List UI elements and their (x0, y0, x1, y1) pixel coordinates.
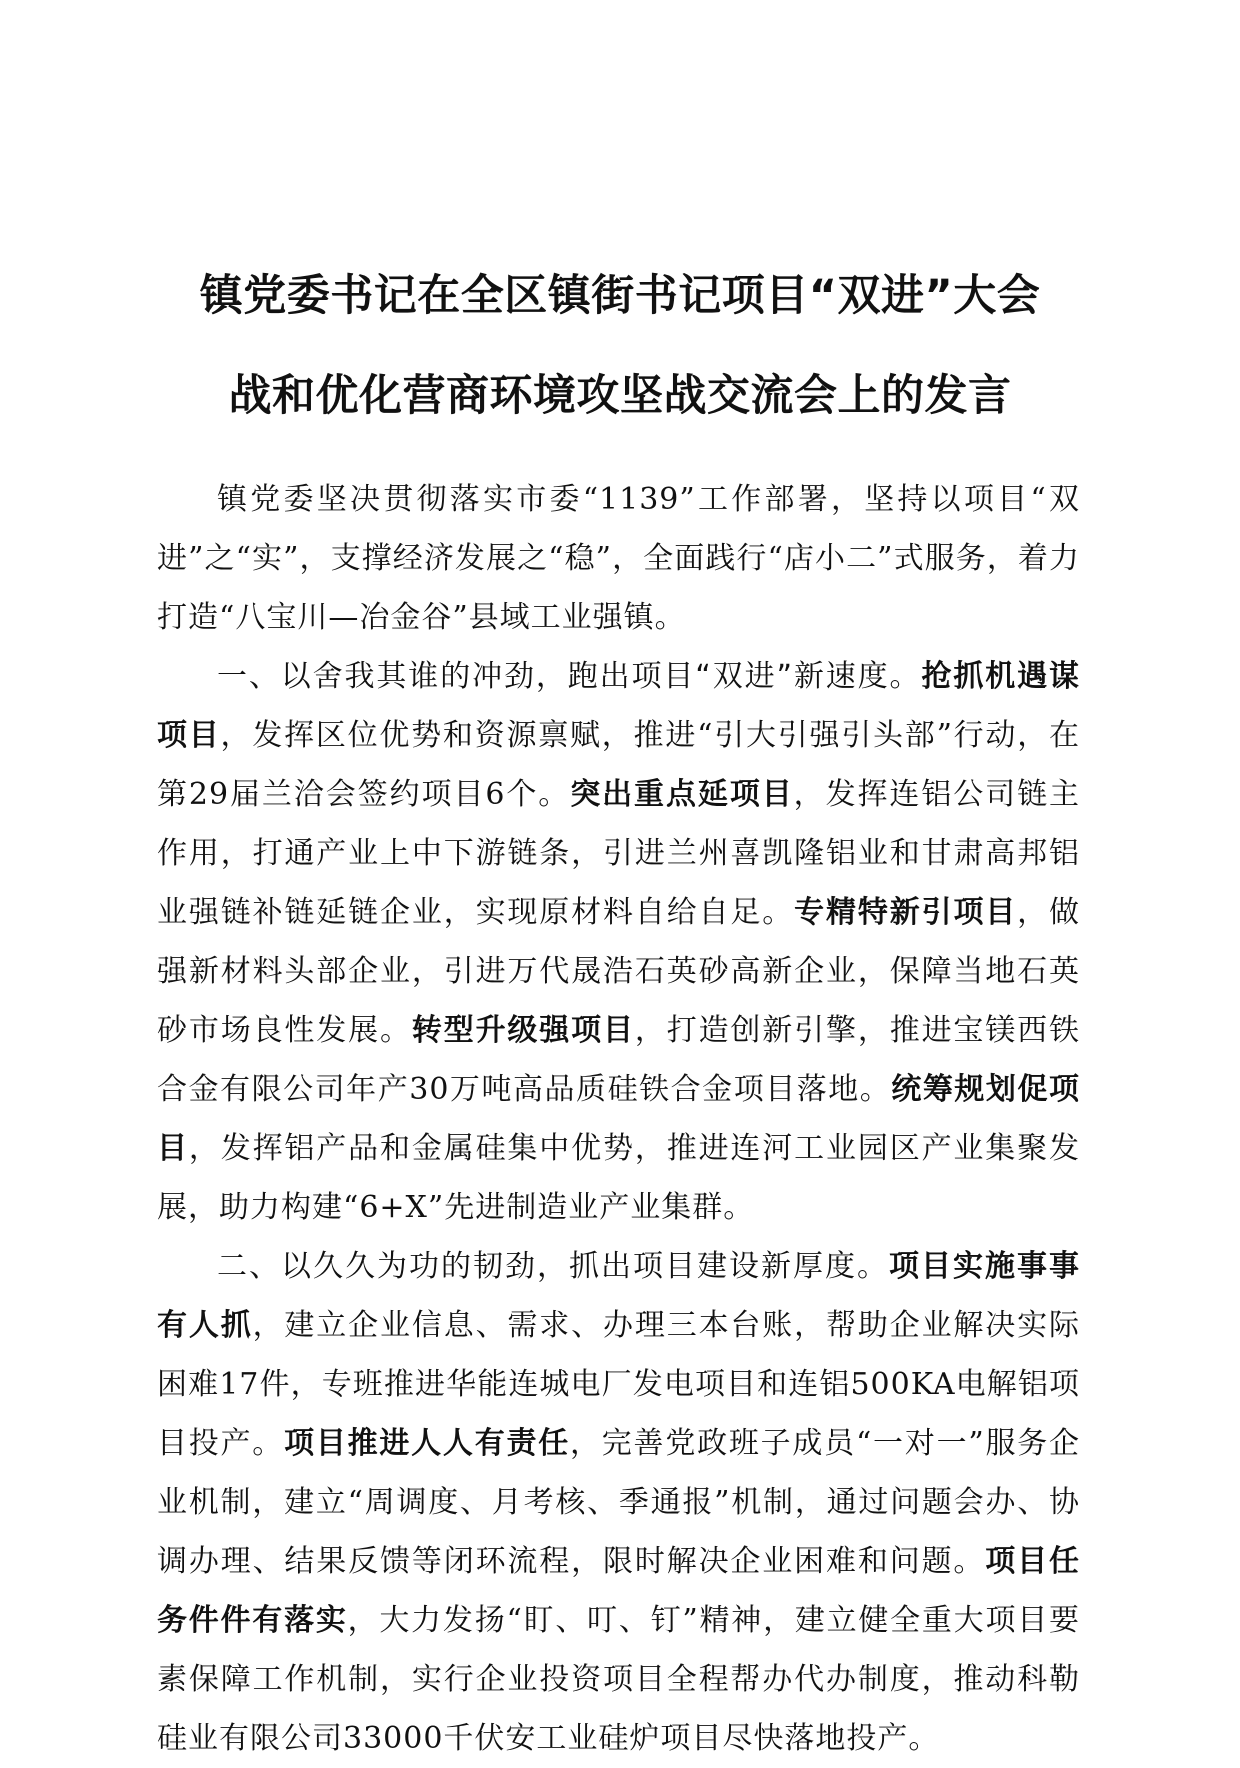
section-1-keyword-2: 突出重点延项目 (570, 777, 794, 812)
document-title (150, 246, 1090, 446)
section-1-keyword-1: 抢抓机遇谋项目 (157, 659, 1080, 753)
section-1-text-2: ，发挥连铝公司链主作用，打通产业上中下游链条，引进兰州喜凯隆铝业和甘肃高邦铝业强链补链延链企业，实现原材料自给自足。 (157, 777, 1081, 930)
section-2-paragraph (157, 1237, 1080, 1768)
section-2-heading: 二、以久久为功的韧劲，抓出项目建设新厚度。 (217, 1249, 889, 1284)
section-1-text-1: ，发挥区位优势和资源禀赋，推进“引大引强引头部”行动，在第29届兰洽会签约项目6个。 (157, 718, 1080, 812)
section-1-keyword-5: 统筹规划促项目 (157, 1072, 1080, 1166)
document-title-line-1: 镇党委书记在全区镇街书记项目“双进”大会 (199, 271, 1041, 321)
section-2-text-1: ，建立企业信息、需求、办理三本台账，帮助企业解决实际困难17件，专班推进华能连城电厂发电项目和连铝500KA电解铝项目投产。 (157, 1308, 1081, 1461)
section-2-text-3: ，大力发扬“盯、叮、钉”精神，建立健全重大项目要素保障工作机制，实行企业投资项目全程帮办代办制度，推动科勒硅业有限公司33000千伏安工业硅炉项目尽快落地投产。 (157, 1603, 1080, 1756)
section-2-keyword-3: 项目任务件件有落实 (157, 1544, 1081, 1638)
section-1-keyword-3: 专精特新引项目 (794, 895, 1018, 930)
section-1-paragraph (157, 647, 1080, 1237)
section-2-text-2: ，完善党政班子成员“一对一”服务企业机制，建立“周调度、月考核、季通报”机制，通过问题会办、协调办理、结果反馈等闭环流程，限时解决企业困难和问题。 (157, 1426, 1080, 1579)
section-1-heading: 一、以舍我其谁的冲劲，跑出项目“双进”新速度。 (217, 659, 922, 694)
section-1-text-3: ，做强新材料头部企业，引进万代晟浩石英砂高新企业，保障当地石英砂市场良性发展。 (157, 895, 1081, 1048)
intro-paragraph: 镇党委坚决贯彻落实市委“1139”工作部署，坚持以项目“双进”之“实”，支撑经济发展之“稳”，全面践行“店小二”式服务，着力打造“八宝川—冶金谷”县域工业强镇。 (157, 482, 1080, 635)
section-2-keyword-2: 项目推进人人有责任 (284, 1426, 571, 1461)
section-1-keyword-4: 转型升级强项目 (411, 1013, 635, 1048)
document-body (157, 470, 1080, 1768)
section-1-text-4: ，打造创新引擎，推进宝镁西铁合金有限公司年产30万吨高品质硅铁合金项目落地。 (157, 1013, 1081, 1107)
section-1-text-5: ，发挥铝产品和金属硅集中优势，推进连河工业园区产业集聚发展，助力构建“6+X”先进制造业产业集群。 (157, 1131, 1081, 1225)
document-title-line-2: 战和优化营商环境攻坚战交流会上的发言 (228, 371, 1012, 421)
section-2-keyword-1: 项目实施事事有人抓 (157, 1249, 1080, 1343)
